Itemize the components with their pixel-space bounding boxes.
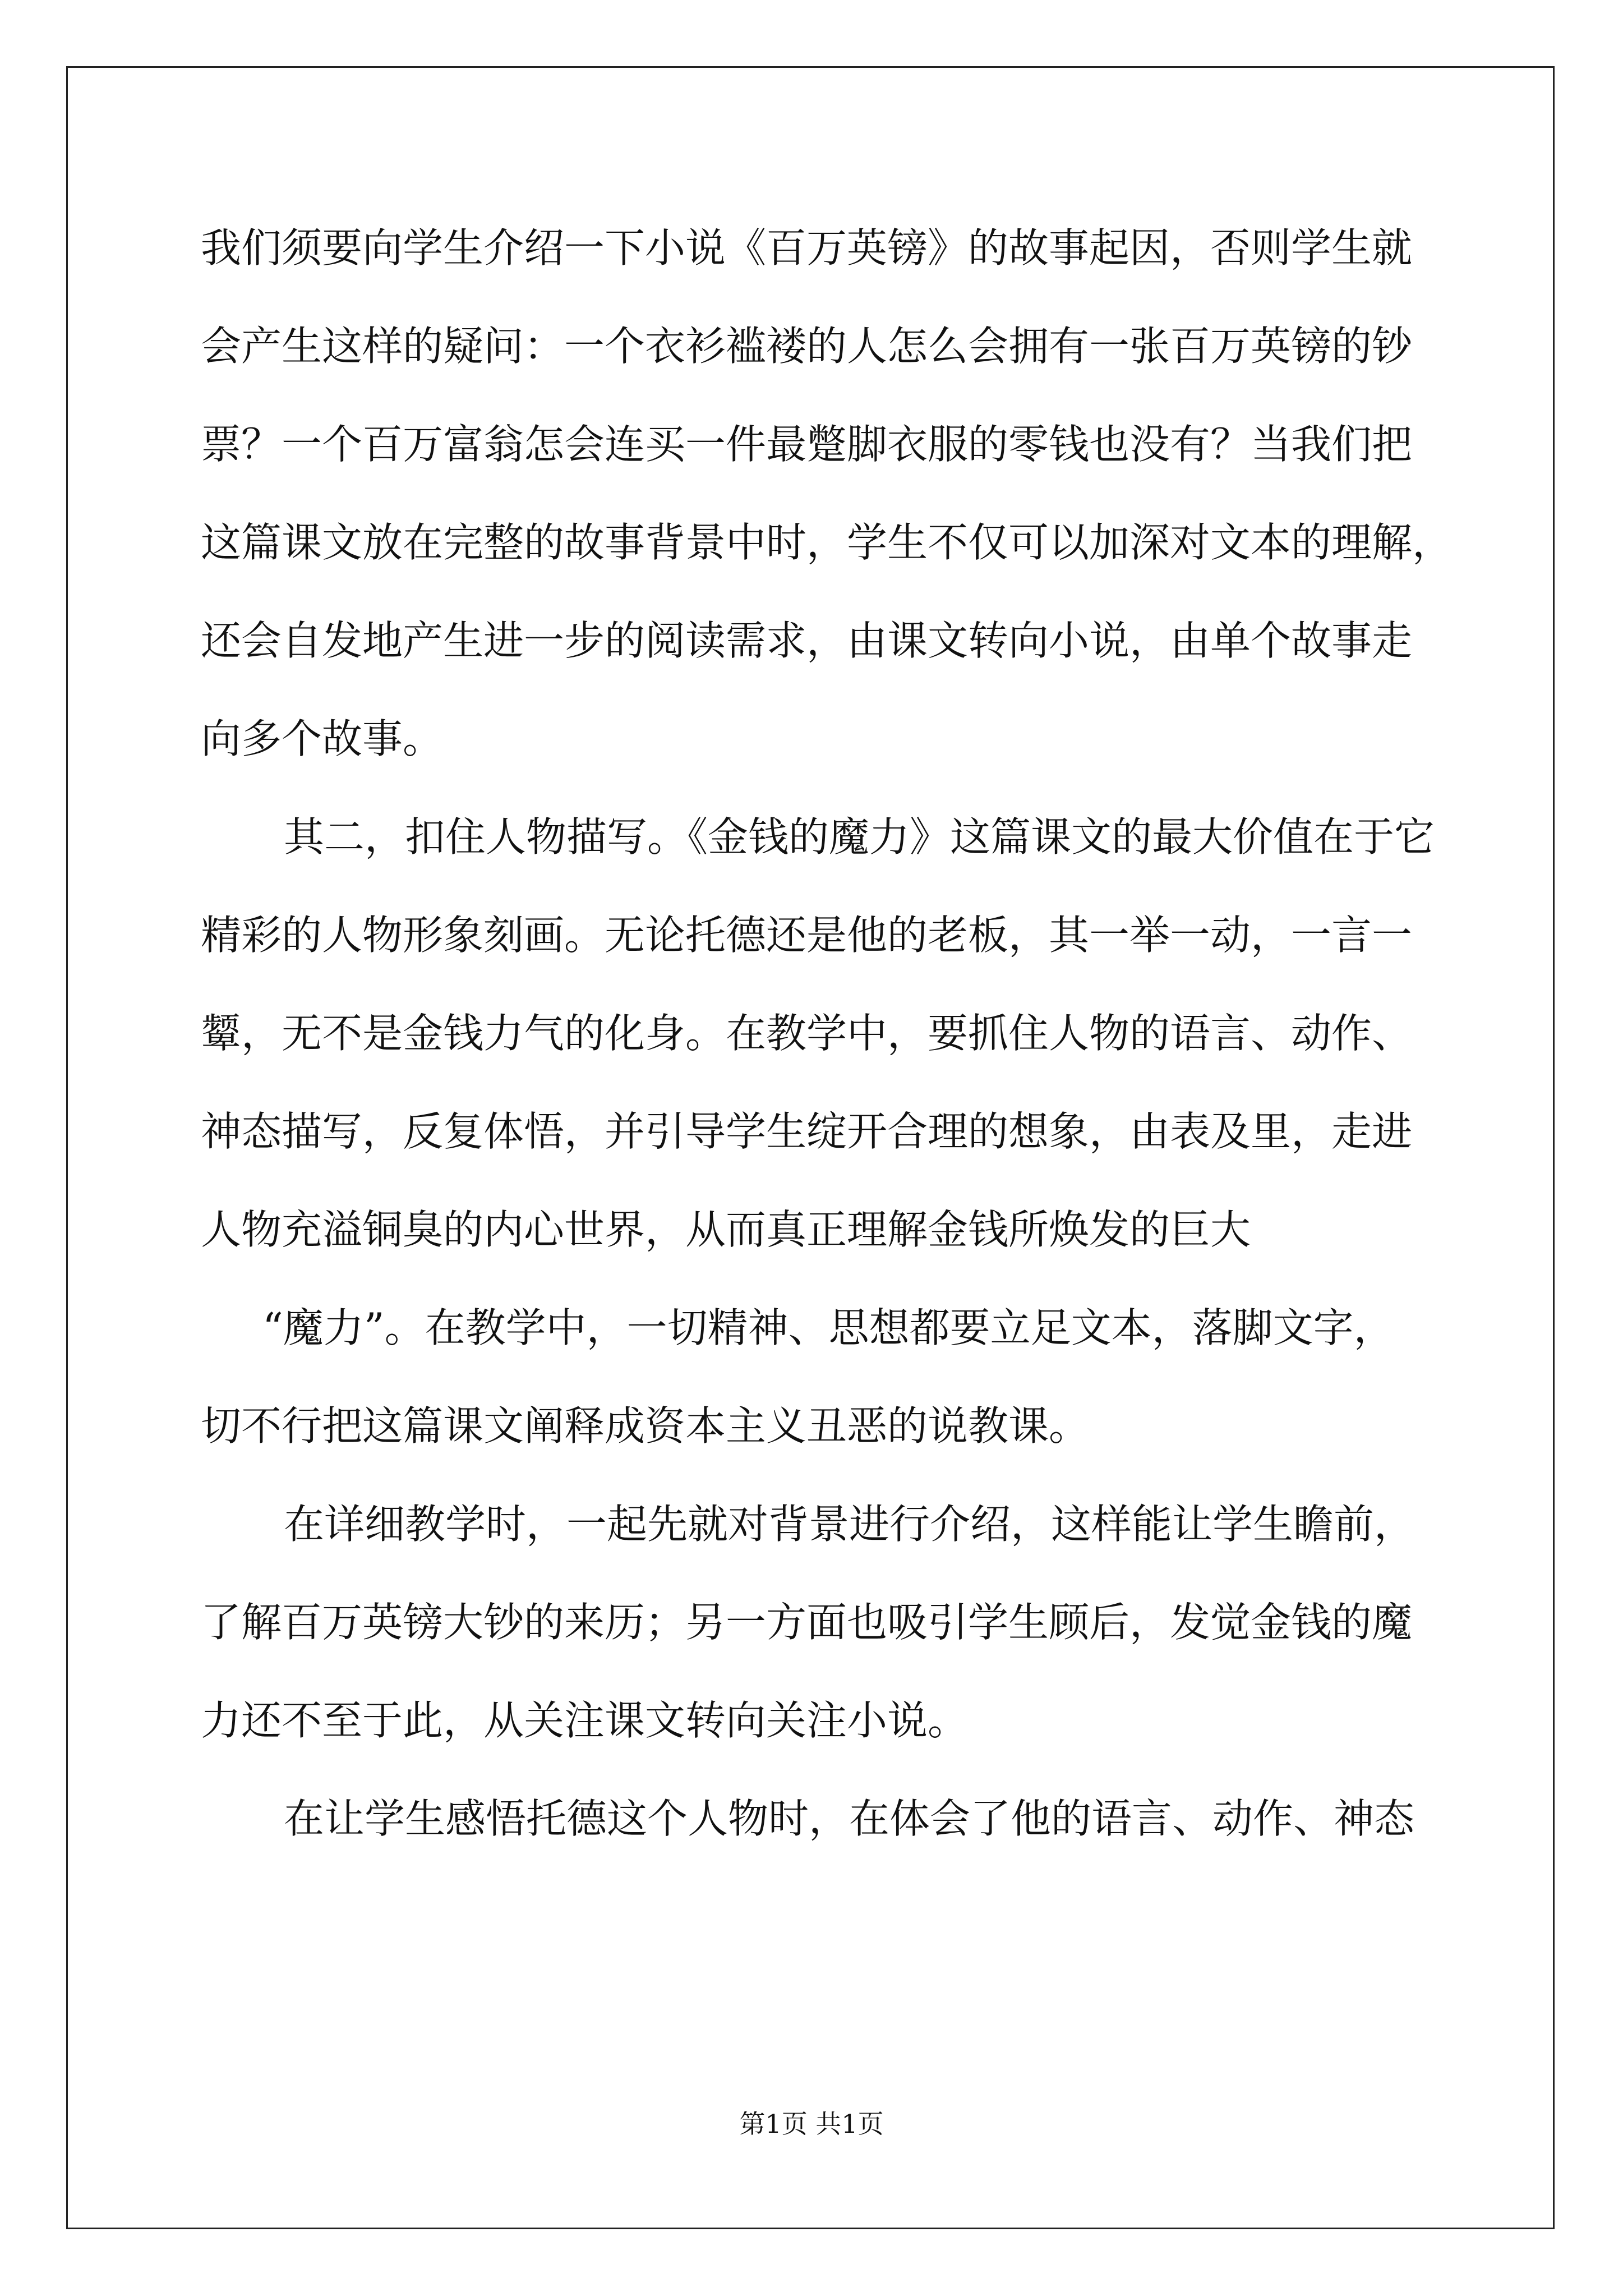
text-line: 在详细教学时，一起先就对背景进行介绍，这样能让学生瞻前， [284,1501,1415,1548]
text-line: 其二，扣住人物描写。《金钱的魔力》这篇课文的最大价值在于它 [284,813,1435,861]
text-line: 切不行把这篇课文阐释成资本主义丑恶的说教课。 [201,1402,1090,1450]
text-line: 还会自发地产生进一步的阅读需求，由课文转向小说，由单个故事走 [201,617,1413,664]
page-footer: 第1页 共1页 [739,2109,884,2139]
text-line: 颦，无不是金钱力气的化身。在教学中，要抓住人物的语言、动作、 [201,1010,1413,1057]
text-line: 神态描写，反复体悟，并引导学生绽开合理的想象，由表及里，走进 [201,1108,1413,1155]
text-line: 了解百万英镑大钞的来历；另一方面也吸引学生顾后，发觉金钱的魔 [201,1599,1413,1646]
text-line: 力还不至于此，从关注课文转向关注小说。 [201,1697,969,1744]
text-line: 这篇课文放在完整的故事背景中时，学生不仅可以加深对文本的理解， [201,519,1453,566]
text-line: 票？一个百万富翁怎会连买一件最蹩脚衣服的零钱也没有？当我们把 [201,421,1413,468]
text-line: “魔力”。在教学中，一切精神、思想都要立足文本，落脚文字， [262,1304,1394,1351]
text-line: 精彩的人物形象刻画。无论托德还是他的老板，其一举一动，一言一 [201,912,1413,959]
text-line: 我们须要向学生介绍一下小说《百万英镑》的故事起因，否则学生就 [201,224,1413,272]
text-line: 会产生这样的疑问：一个衣衫褴褛的人怎么会拥有一张百万英镑的钞 [201,323,1413,370]
text-line: 在让学生感悟托德这个人物时，在体会了他的语言、动作、神态 [284,1795,1415,1842]
text-line: 向多个故事。 [201,715,444,762]
text-line: 人物充溢铜臭的内心世界，从而真正理解金钱所焕发的巨大 [201,1206,1251,1253]
